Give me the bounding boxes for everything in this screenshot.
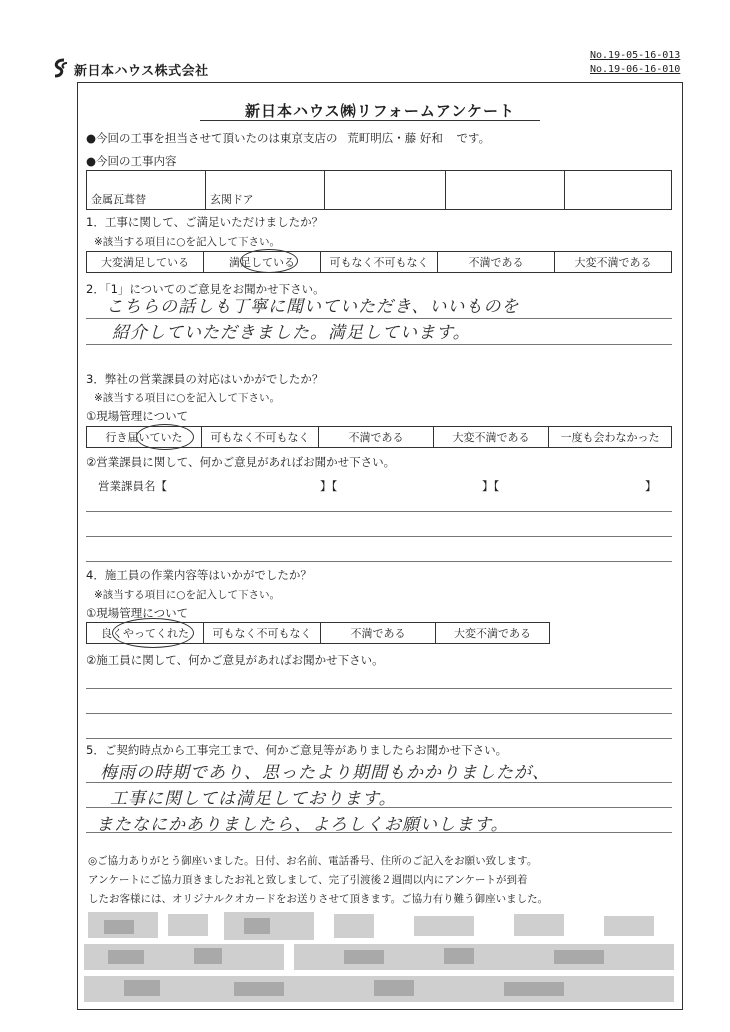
- q3-bracket-end: 】: [645, 479, 657, 493]
- q5-answer-line-2: 工事に関しては満足しております。: [110, 789, 397, 809]
- q4-selection-circle: [112, 618, 194, 648]
- document-number-1: No.19-05-16-013: [590, 50, 681, 61]
- q3-bracket-1: 】【: [320, 479, 338, 493]
- redacted-customer-info: [84, 910, 674, 1006]
- q3-question: 3．弊社の営業課員の対応はいかがでしたか？: [86, 372, 324, 386]
- q4-option-1[interactable]: 良くやってくれた: [87, 623, 204, 644]
- q1-options: [86, 251, 672, 273]
- intro-line: [86, 130, 490, 146]
- intro-suffix: です。: [456, 131, 491, 145]
- q3-sub2: ②営業課員に関して、何かご意見があればお聞かせ下さい。: [86, 455, 396, 469]
- q1-option-3[interactable]: 可もなく不可もなく: [321, 252, 438, 273]
- q1-option-2[interactable]: 満足している: [204, 252, 321, 273]
- q5-question: 5．ご契約時点から工事完工まで、何かご意見等がありましたらお聞かせ下さい。: [86, 743, 508, 757]
- work-contents-table: [86, 170, 672, 210]
- work-heading: ●今回の工事内容: [86, 154, 177, 168]
- q4-question: 4．施工員の作業内容等はいかがでしたか？: [86, 568, 312, 582]
- q1-question: 1．工事に関して、ご満足いただけましたか？: [86, 215, 324, 229]
- q3-line-3: [86, 561, 672, 562]
- work-item-3: [325, 171, 446, 210]
- q1-option-5[interactable]: 大変不満である: [555, 252, 672, 273]
- q3-selection-circle: [136, 424, 194, 450]
- q1-option-4[interactable]: 不満である: [438, 252, 555, 273]
- work-item-1: 金属瓦葺替: [87, 171, 206, 210]
- closing-line-3: したお客様には、オリジナルクオカードをお送りさせて頂きます。ご協力有り難う御座いました。: [88, 893, 549, 905]
- q4-option-3[interactable]: 不満である: [321, 623, 436, 644]
- title-underline: [200, 120, 540, 121]
- company-name: 新日本ハウス株式会社: [74, 64, 209, 79]
- work-item-5: [565, 171, 672, 210]
- company-logo-icon: [52, 58, 70, 78]
- q4-line-3: [86, 738, 672, 739]
- q2-question: 2．「1」についてのご意見をお聞かせ下さい。: [86, 282, 325, 296]
- q3-option-4[interactable]: 大変不満である: [434, 427, 549, 448]
- form-title: 新日本ハウス㈱リフォームアンケート: [245, 102, 515, 120]
- q3-line-2: [86, 536, 672, 537]
- staff-names: 荒町明広・藤 好和: [347, 131, 443, 145]
- q1-selection-circle: [240, 249, 298, 273]
- q3-note: ※該当する項目に○を記入して下さい。: [94, 392, 280, 404]
- closing-line-1: ◎ご協力ありがとう御座いました。日付、お名前、電話番号、住所のご記入をお願い致します。: [88, 855, 538, 867]
- q3-staff-label: 営業課員名【: [98, 479, 167, 493]
- q4-note: ※該当する項目に○を記入して下さい。: [94, 589, 280, 601]
- q4-sub1: ①現場管理について: [86, 606, 189, 620]
- q3-option-5[interactable]: 一度も会わなかった: [549, 427, 672, 448]
- closing-line-2: アンケートにご協力頂きましたお礼と致しまして、完了引渡後２週間以内にアンケートが到着: [88, 874, 528, 886]
- intro-prefix: ●今回の工事を担当させて頂いたのは東京支店の: [86, 131, 338, 145]
- q1-option-1[interactable]: 大変満足している: [87, 252, 204, 273]
- q5-answer-line-1: 梅雨の時期であり、思ったより期間もかかりましたが、: [100, 763, 550, 783]
- q1-note: ※該当する項目に○を記入して下さい。: [94, 236, 280, 248]
- work-item-2: 玄関ドア: [206, 171, 325, 210]
- q3-option-2[interactable]: 可もなく不可もなく: [202, 427, 319, 448]
- q5-answer-line-3: またなにかありましたら、よろしくお願いします。: [96, 815, 509, 835]
- q4-option-4[interactable]: 大変不満である: [436, 623, 550, 644]
- q2-answer-line-2: 紹介していただきました。満足しています。: [112, 323, 471, 343]
- q3-bracket-2: 】【: [482, 479, 500, 493]
- q4-line-1: [86, 688, 672, 689]
- q2-line-2: [86, 344, 672, 345]
- q3-sub1: ①現場管理について: [86, 409, 189, 423]
- q2-answer-line-1: こちらの話しも丁寧に聞いていただき、いいものを: [106, 297, 520, 317]
- q4-line-2: [86, 713, 672, 714]
- document-number-2: No.19-06-16-010: [590, 64, 681, 75]
- q3-option-1[interactable]: 行き届いていた: [87, 427, 202, 448]
- work-item-4: [446, 171, 565, 210]
- q3-line-1: [86, 511, 672, 512]
- q4-sub2: ②施工員に関して、何かご意見があればお聞かせ下さい。: [86, 653, 384, 667]
- q4-option-2[interactable]: 可もなく不可もなく: [204, 623, 321, 644]
- q3-option-3[interactable]: 不満である: [319, 427, 434, 448]
